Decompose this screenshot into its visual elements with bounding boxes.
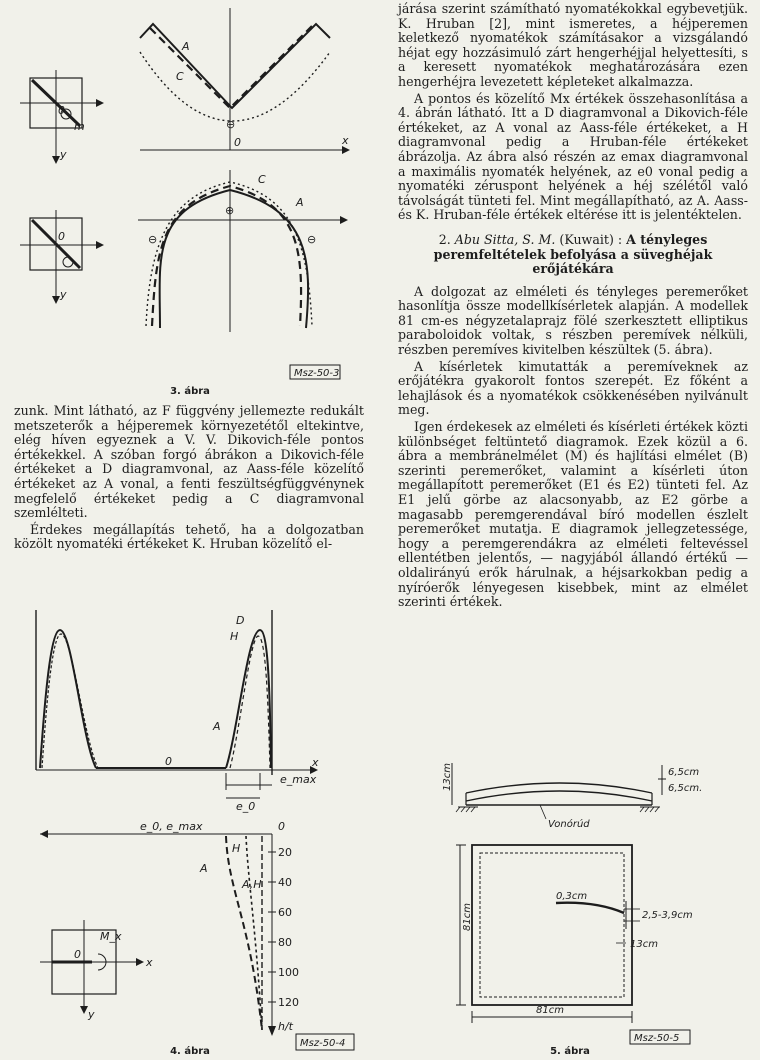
fig3-label-c: C — [176, 70, 184, 83]
figure-5 — [380, 755, 760, 1045]
fig4-tick-20: 20 — [278, 846, 292, 859]
heading-place: (Kuwait) : — [559, 231, 623, 247]
fig5-dim-65a: 6,5cm — [668, 767, 700, 778]
fig4-label-h: H — [230, 630, 239, 643]
fig3-minus2: ⊖ — [148, 233, 158, 246]
left-paragraph-1: zunk. Mint látható, az F függvény jellemezte redukált metszeterők a héjperemek környezetétől eltekintve, elég híven egyeznek a V. V. Dikovich-féle pontos értékekkel. A szóban forgó ábrákon a Dikovich-féle értékeket a D diagramvonal, az Aass-féle közelítő értékeket az A vonal, a fenti feszültségfüggvénynek megfelelő értékeket pedig a C diagramvonal szemlélteti. — [14, 403, 364, 521]
fig3-label-c2: C — [258, 173, 266, 186]
fig3-minus3: ⊖ — [307, 233, 317, 246]
heading-number: 2. — [438, 231, 451, 247]
fig3-code: Msz-50-3 — [294, 368, 340, 379]
fig5-bottom-81: 81cm — [536, 1005, 564, 1016]
right-paragraph-4: A kísérletek kimutatták a peremíveknek az erőjátékra gyakorolt fontos szerepét. Ez főként a lehajlások és a nyomatékok csökkenésében nyilvánult meg. — [398, 358, 748, 418]
fig3-label-a2: A — [296, 196, 304, 209]
fig4-tick-100: 100 — [278, 966, 299, 979]
fig4-code: Msz-50-4 — [300, 1038, 346, 1049]
heading-author: Abu Sitta, S. M. — [454, 231, 556, 247]
figure-4 — [0, 590, 380, 1060]
fig3-x-label: x — [342, 134, 349, 147]
fig5-caption: 5. ábra — [550, 1046, 590, 1057]
fig4-x-label: x — [312, 756, 319, 769]
left-column-text — [14, 404, 364, 554]
fig4-tick-80: 80 — [278, 936, 292, 949]
fig4-label-d: D — [236, 614, 245, 627]
fig5-height-13: 13cm — [442, 763, 453, 791]
fig4-caption: 4. ábra — [170, 1046, 210, 1057]
fig3-inset-y: y — [60, 148, 67, 161]
fig3-inset2-origin: 0 — [58, 230, 65, 243]
fig4-tick-60: 60 — [278, 906, 292, 919]
fig4-inset-x: x — [146, 956, 153, 969]
fig4-ht-label: h/t — [278, 1020, 293, 1033]
fig5-dim-03: 0,3cm — [556, 891, 588, 902]
fig4-emax: e_max — [280, 773, 317, 786]
fig4-e0: e_0 — [236, 800, 256, 813]
fig5-dim-25: 2,5-3,9cm — [642, 910, 693, 921]
fig5-rod-label: Vonórúd — [548, 819, 590, 830]
fig5-dim-13: 13cm — [630, 939, 658, 950]
right-paragraph-3: A dolgozat az elméleti és tényleges peremerőket hasonlítja össze modellkísérletek alapján. A modellek 81 cm-es négyzetalaprajz fölé szerkesztett elliptikus paraboloidok voltak, s részben peremívek nélküli, részben peremíves kivitelben készültek (5. ábra). — [398, 283, 748, 358]
right-column-text — [398, 2, 748, 612]
heading-title: A tényleges peremfeltételek befolyása a süveghéjak erőjátékára — [433, 231, 713, 277]
fig4-tick-40: 40 — [278, 876, 292, 889]
fig3-plus: ⊕ — [225, 204, 235, 217]
fig3-minus: ⊖ — [226, 118, 236, 131]
fig4-label-h2: H — [232, 842, 241, 855]
right-paragraph-1: járása szerint számítható nyomatékokkal egybevetjük. K. Hruban [2], mint ismeretes, a héjperemen keletkező nyomatékok számításakor a vizsgálandó héjat egy hozzásimuló zárt hengerhéjjal helyettesíti, s a keresett nyomatékok meghatározására ezen hengerhéjra levezetett képleteket alkalmazza. — [398, 1, 748, 89]
fig4-lower-legend: e_0, e_max — [140, 820, 203, 833]
fig4-origin: 0 — [165, 755, 172, 768]
fig3-inset-origin: 0 — [58, 104, 65, 117]
fig3-inset-m: m — [74, 120, 85, 133]
fig4-inset-mx: M_x — [100, 930, 122, 943]
fig3-caption: 3. ábra — [170, 386, 210, 397]
section-heading — [398, 233, 748, 277]
fig3-label-a: A — [182, 40, 190, 53]
fig5-side-81: 81cm — [462, 903, 473, 931]
figure-3 — [0, 0, 380, 385]
fig4-lower-zero: 0 — [278, 820, 285, 833]
fig4-inset-origin: 0 — [74, 948, 81, 961]
fig3-origin: 0 — [234, 136, 241, 149]
fig4-label-ah: A,H — [242, 878, 262, 891]
fig4-tick-120: 120 — [278, 996, 299, 1009]
left-paragraph-2: Érdekes megállapítás tehető, ha a dolgozatban közölt nyomatéki értékeket K. Hruban közelítő el- — [14, 521, 364, 552]
fig5-code: Msz-50-5 — [634, 1033, 680, 1044]
fig3-inset2-y: y — [60, 288, 67, 301]
right-paragraph-5: Igen érdekesek az elméleti és kísérleti értékek közti különbséget feltüntető diagramok. Ezek közül a 6. ábra a membránelmélet (M) és hajlítási elmélet (B) szerinti peremerőket, valamint a kísérleti úton megállapított peremerőket (E1 és E2) tünteti fel. Az E1 jelű görbe az alacsonyabb, az E2 görbe a magasabb peremgerendával bíró modellen észlelt peremerőket mutatja. E diagramok jellegzetessége, hogy a peremgerendákra az elméleti feltevéssel ellentétben jelentős, — nagyjából állandó értékű — oldalirányú erők hárulnak, a héjsarkokban pedig a nyíróerők lényegesen kisebbek, mint az elmélet szerinti értékek. — [398, 419, 748, 610]
fig4-label-a: A — [213, 720, 221, 733]
fig4-inset-y: y — [88, 1008, 95, 1021]
fig4-label-a2: A — [200, 862, 208, 875]
fig5-dim-65b: 6,5cm. — [668, 783, 703, 794]
right-paragraph-2: A pontos és közelítő Mx értékek összehasonlítása a 4. ábrán látható. Itt a D diagramvonal a Dikovich-féle értékeket, az A vonal az Aass-féle értékeket, a H diagramvonal pedig a Hruban-féle értékeket ábrázolja. Az ábra alsó részén az emax diagramvonal a maximális nyomaték helyének, az e0 vonal pedig a nyomatéki zéruspont helyének a héj szélétől való távolságát tünteti fel. Mint megállapítható, az A. Aass- és K. Hruban-féle értékek eltérése itt is jelentéktelen. — [398, 90, 748, 223]
